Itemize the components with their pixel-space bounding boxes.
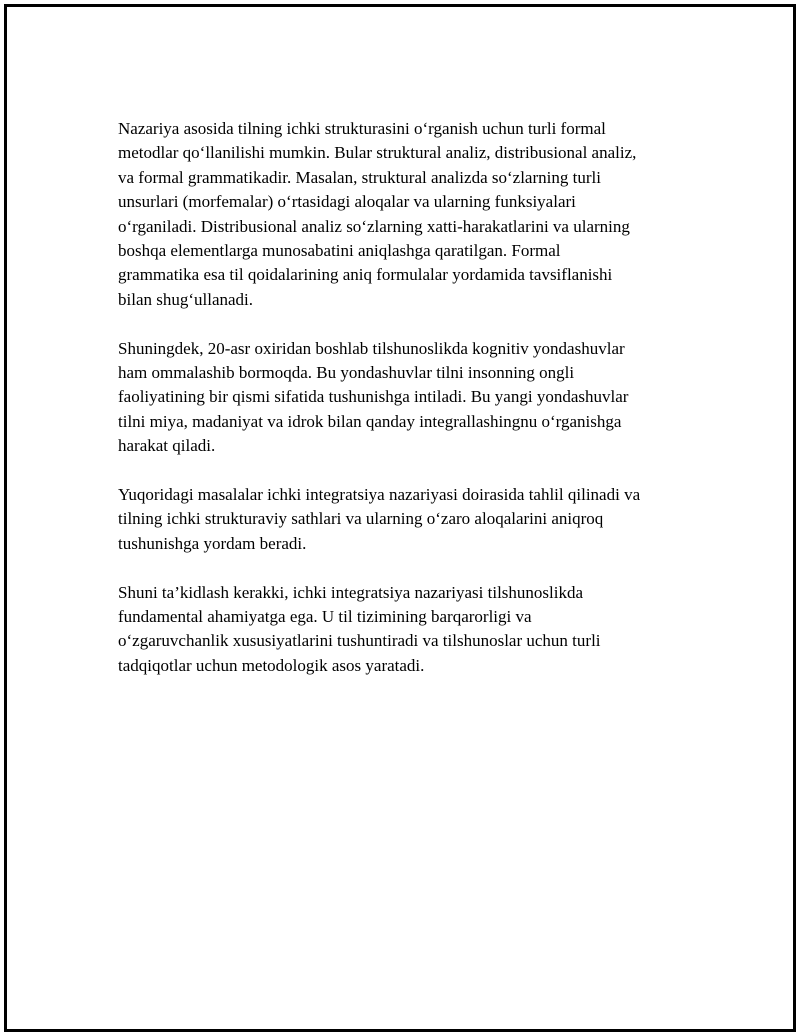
document-body — [118, 117, 698, 703]
paragraph-2: Shuningdek, 20-asr oxiridan boshlab tilshunoslikda kognitiv yondashuvlar ham ommalashib bormoqda. Bu yondashuvlar tilni insonning ongli faoliyatining bir qismi sifatida tushunishga intiladi. Bu yangi yondashuvlar tilni miya, madaniyat va idrok bilan qanday integrallashingnu o‘rganishga harakat qiladi. — [118, 338, 629, 456]
paragraph-4: Shuni ta’kidlash kerakki, ichki integratsiya nazariyasi tilshunoslikda fundamental ahamiyatga ega. U til tizimining barqarorligi va o‘zgaruvchanlik xususiyatlarini tushuntiradi va tilshunoslar uchun turli tadqiqotlar uchun metodologik asos yaratadi. — [118, 582, 601, 675]
paragraph-1: Nazariya asosida tilning ichki strukturasini o‘rganish uchun turli formal metodlar qo‘llanilishi mumkin. Bular struktural analiz, distribusional analiz, va formal grammatikadir. Masalan, struktural analizda so‘zlarning turli unsurlari (morfemalar) o‘rtasidagi aloqalar va ularning funksiyalari o‘rganiladi. Distribusional analiz so‘zlarning xatti-harakatlarini va ularning boshqa elementlarga munosabatini aniqlashga qaratilgan. Formal grammatika esa til qoidalarining aniq formulalar yordamida tavsiflanishi bilan shug‘ullanadi. — [118, 119, 637, 309]
paragraph-3: Yuqoridagi masalalar ichki integratsiya nazariyasi doirasida tahlil qilinadi va tilning ichki strukturaviy sathlari va ularning o‘zaro aloqalarini aniqroq tushunishga yordam beradi. — [118, 485, 641, 553]
